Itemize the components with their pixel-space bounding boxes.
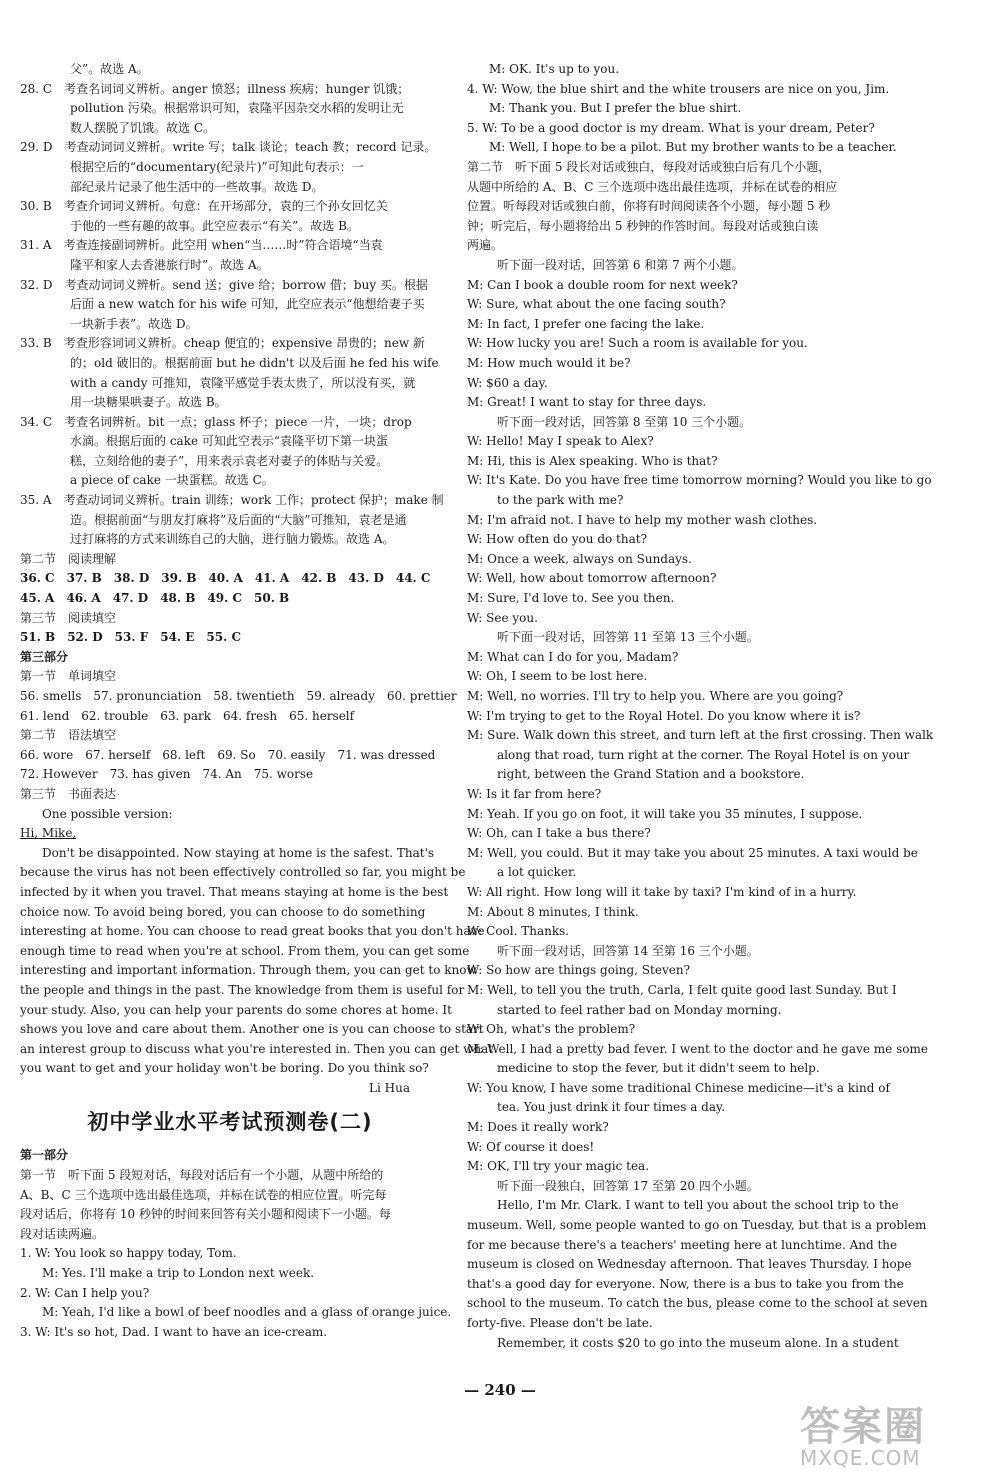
text-line: 1. W: You look so happy today, Tom. [20, 1246, 237, 1261]
text-line: Hello, I'm Mr. Clark. I want to tell you about the school trip to the [497, 1198, 899, 1213]
text-line: because the virus has not been effectively controlled so far, you might be [20, 865, 466, 880]
text-line: 3. W: It's so hot, Dad. I want to have an ice-cream. [20, 1324, 328, 1339]
text-line: W: Oh, can I take a bus there? [467, 826, 651, 841]
text-line: M: OK, I'll try your magic tea. [467, 1159, 650, 1174]
text-line: W: It's Kate. Do you have free time tomorrow morning? Would you like to go [467, 473, 932, 488]
text-line: the people and things in the past. The knowledge from them is useful for [20, 982, 465, 997]
text-line: museum. Well, some people wanted to go on Tuesday, but that is a problem [467, 1218, 927, 1233]
text-line: a piece of cake 一块蛋糕。故选 C。 [70, 473, 274, 488]
text-line: forty-five. Please don't be late. [467, 1316, 653, 1330]
text-line: W: Of course it does! [467, 1139, 595, 1154]
text-line: M: Great! I want to stay for three days. [467, 395, 707, 410]
text-line: enough time to read when you're at school. From them, you can get some [20, 943, 470, 958]
text-line: W: Hello! May I speak to Alex? [467, 434, 654, 449]
left-listening-lines [20, 1146, 452, 1342]
text-line: M: Well, to tell you the truth, Carla, I felt quite good last Sunday. But I [467, 982, 897, 997]
text-line: 听下面一段独白，回答第 17 至第 20 四个小题。 [497, 1178, 759, 1193]
text-line: interesting at home. You can choose to read great books that you don't have [20, 924, 485, 939]
text-line: M: Well, I hope to be a pilot. But my brother wants to be a teacher. [489, 140, 897, 155]
text-line: 35. A 考查动词词义辨析。train 训练；work 工作；protect 保护；make 制 [20, 493, 444, 508]
text-line: W: All right. How long will it take by taxi? I'm kind of in a hurry. [467, 884, 857, 899]
text-line: 段对话后，你将有 10 秒钟的时间来回答有关小题和阅读下一小题。每 [20, 1207, 391, 1222]
text-line: interesting and important information. Through them, you can get to know [20, 963, 477, 978]
text-line: M: Sure, I'd love to. See you then. [467, 591, 675, 606]
text-line: 位置。听每段对话或独白前，你将有时间阅读各个小题，每小题 5 秒 [467, 199, 831, 214]
text-line: Li Hua [369, 1080, 410, 1095]
text-line: 32. D 考查动词词义辨析。send 送；give 给；borrow 借；buy 买。根据 [20, 277, 428, 292]
text-line: Remember, it costs $20 to go into the museum alone. In a student [497, 1335, 899, 1350]
text-line: 用一块糖果哄妻子。故选 B。 [70, 395, 227, 410]
text-line: 51. B 52. D 53. F 54. E 55. C [20, 630, 242, 645]
text-line: W: See you. [467, 610, 538, 625]
left-column [20, 60, 494, 1342]
text-line: 56. smells 57. pronunciation 58. twentieth 59. already 60. prettier [20, 689, 457, 703]
text-line: M: Well, you could. But it may take you about 25 minutes. A taxi would be [467, 845, 918, 860]
text-line: 听下面一段对话，回答第 11 至第 13 三个小题。 [497, 630, 759, 645]
text-line: W: How lucky you are! Such a room is available for you. [467, 336, 808, 351]
text-line: M: OK. It's up to you. [489, 62, 620, 76]
text-line: shows you love and care about them. Another one is you can choose to start [20, 1022, 484, 1037]
text-line: choice now. To avoid being bored, you can choose to do something [20, 904, 426, 919]
text-line: an interest group to discuss what you're interested in. Then you can get what [20, 1041, 494, 1056]
text-line: M: Well, I had a pretty bad fever. I went to the doctor and he gave me some [467, 1041, 928, 1056]
text-line: 31. A 考查连接副词辨析。此空用 when“当……时”符合语境“当袁 [20, 238, 383, 253]
text-line: W: Oh, I seem to be lost here. [467, 669, 648, 684]
text-line: M: Yeah. If you go on foot, it will take you 35 minutes, I suppose. [467, 806, 863, 821]
text-line: museum is closed on Wednesday afternoon. That leaves Thursday. I hope [467, 1257, 912, 1272]
text-line: 66. wore 67. herself 68. left 69. So 70. easily 71. was dressed [20, 747, 436, 762]
text-line: 段对话读两遍。 [20, 1226, 105, 1241]
text-line: 72. However 73. has given 74. An 75. worse [20, 767, 314, 782]
text-line: 后面 a new watch for his wife 可知，此空应表示“他想给妻子买 [70, 297, 425, 312]
right-listening-lines [467, 60, 934, 1353]
text-line: 34. C 考查名词辨析。bit 一点；glass 杯子；piece 一片，一块；drop [20, 414, 412, 429]
text-line: 听下面一段对话，回答第 14 至第 16 三个小题。 [497, 943, 759, 958]
text-line: W: Sure, what about the one facing south? [467, 297, 726, 312]
text-line: 第二节 听下面 5 段长对话或独白，每段对话或独白后有几个小题， [467, 159, 831, 174]
text-line: tea. You just drink it four times a day. [497, 1100, 726, 1115]
watermark-bottom-text: MXQE.COM [800, 1446, 921, 1470]
text-line: 61. lend 62. trouble 63. park 64. fresh 65. herself [20, 708, 355, 723]
text-line: pollution 污染。根据常识可知，袁隆平因杂交水稻的发明让无 [70, 101, 404, 116]
text-line: One possible version: [42, 806, 173, 821]
text-line: M: I'm afraid not. I have to help my mother wash clothes. [467, 512, 818, 527]
text-line: M: Yes. I'll make a trip to London next week. [42, 1266, 315, 1281]
text-line: W: I'm trying to get to the Royal Hotel. Do you know where it is? [467, 708, 861, 723]
text-line: W: Oh, what's the problem? [467, 1022, 636, 1037]
text-line: that's a good day for everyone. Now, there is a bus to take you from the [467, 1276, 904, 1291]
text-line: 30. B 考查介词词义辨析。句意：在开场部分，袁的三个孙女回忆关 [20, 199, 388, 214]
text-line: 4. W: Wow, the blue shirt and the white trousers are nice on you, Jim. [467, 81, 890, 96]
text-line: 第三节 阅读填空 [20, 610, 117, 625]
text-line: M: Thank you. But I prefer the blue shirt. [489, 101, 742, 116]
text-line: 33. B 考查形容词词义辨析。cheap 便宜的；expensive 昂贵的；new 新 [20, 336, 425, 351]
text-line: infected by it when you travel. That means staying at home is the best [20, 884, 449, 899]
text-line: W: $60 a day. [467, 375, 548, 390]
text-line: M: In fact, I prefer one facing the lake. [467, 316, 705, 331]
text-line: 第二节 阅读理解 [20, 551, 117, 566]
watermark-logo [800, 1404, 990, 1470]
text-line: 第三节 书面表达 [20, 786, 117, 801]
text-line: Hi, Mike, [20, 826, 77, 841]
watermark-top-text: 答案圈 [800, 1404, 926, 1450]
text-line: W: So how are things going, Steven? [467, 963, 690, 978]
text-line: 36. C 37. B 38. D 39. B 40. A 41. A 42. B 43. D 44. C [20, 571, 431, 586]
text-line: 听下面一段对话，回答第 6 和第 7 两个小题。 [497, 257, 744, 272]
text-line: with a candy 可推知，袁隆平感觉手表太贵了，所以没有买，就 [70, 375, 416, 390]
text-line: 第一节 单词填空 [20, 669, 117, 684]
text-line: to the park with me? [497, 493, 624, 508]
text-line: 从题中所给的 A、B、C 三个选项中选出最佳选项，并标在试卷的相应 [467, 179, 838, 194]
page-number: — 240 — [464, 1381, 536, 1399]
text-line: 28. C 考查名词词义辨析。anger 愤怒；illness 疾病；hunger 饥饿； [20, 81, 410, 96]
text-line: 糕，立刻给他的妻子”，用来表示袁老对妻子的体贴与关爱。 [70, 453, 389, 468]
text-line: 水滴。根据后面的 cake 可知此空表示“袁隆平切下第一块蛋 [70, 434, 389, 449]
text-line: 数人摆脱了饥饿。故选 C。 [70, 120, 215, 135]
text-line: M: Does it really work? [467, 1120, 609, 1135]
text-line: 第一部分 [20, 1148, 69, 1163]
text-line: 钟；听完后，每小题将给出 5 秒钟的作答时间。每段对话或独白读 [467, 218, 819, 233]
text-line: 2. W: Can I help you? [20, 1285, 150, 1300]
text-line: you want to get and your holiday won't be boring. Do you think so? [20, 1061, 429, 1076]
text-line: 第三部分 [20, 649, 69, 664]
text-line: 两遍。 [467, 238, 504, 253]
text-line: 第二节 语法填空 [20, 728, 117, 743]
text-line: W: Well, how about tomorrow afternoon? [467, 571, 717, 586]
text-line: 第一节 听下面 5 段短对话，每段对话后有一个小题，从题中所给的 [20, 1168, 384, 1183]
text-line: M: Can I book a double room for next week? [467, 277, 738, 292]
text-line: 一块新手表”。故选 D。 [70, 316, 198, 331]
text-line: W: How often do you do that? [467, 532, 648, 547]
text-line: 父”。故选 A。 [70, 62, 149, 76]
text-line: W: You know, I have some traditional Chinese medicine—it's a kind of [467, 1080, 890, 1095]
text-line: A、B、C 三个选项中选出最佳选项，并标在试卷的相应位置。听完每 [20, 1187, 387, 1202]
text-line: along that road, turn right at the corner. The Royal Hotel is on your [497, 747, 910, 762]
text-line: 45. A 46. A 47. D 48. B 49. C 50. B [20, 591, 290, 606]
text-line: M: Once a week, always on Sundays. [467, 551, 692, 566]
text-line: for me because there's a teachers' meeting here at lunchtime. And the [467, 1237, 898, 1252]
text-line: school to the museum. To catch the bus, please come to the school at seven [467, 1296, 928, 1311]
text-line: a lot quicker. [497, 865, 577, 880]
text-line: Don't be disappointed. Now staying at home is the safest. That's [42, 845, 435, 860]
text-line: your study. Also, you can help your parents do some chores at home. It [20, 1002, 452, 1017]
text-line: M: Hi, this is Alex speaking. Who is that? [467, 453, 718, 468]
text-line: 5. W: To be a good doctor is my dream. What is your dream, Peter? [467, 120, 875, 135]
text-line: M: Yeah, I'd like a bowl of beef noodles and a glass of orange juice. [42, 1305, 452, 1320]
text-line: right, between the Grand Station and a bookstore. [497, 767, 805, 782]
text-line: M: What can I do for you, Madam? [467, 649, 679, 664]
text-line: 隆平和家人去香港旅行时”。故选 A。 [70, 257, 269, 272]
text-line: 部纪录片记录了他生活中的一些故事。故选 D。 [70, 179, 324, 194]
text-line: W: Is it far from here? [467, 786, 602, 801]
section-title: 初中学业水平考试预测卷(二) [87, 1110, 373, 1135]
right-column [467, 60, 934, 1353]
text-line: started to feel rather bad on Monday morning. [497, 1002, 782, 1017]
text-line: 根据空后的“documentary(纪录片)”可知此句表示：一 [70, 159, 364, 174]
text-line: M: Sure. Walk down this street, and turn left at the first crossing. Then walk [467, 728, 934, 743]
text-line: 过打麻将的方式来训练自己的大脑，进行脑力锻炼。故选 A。 [70, 532, 395, 547]
text-line: M: How much would it be? [467, 355, 631, 370]
text-line: 造。根据前面“与朋友打麻将”及后面的“大脑”可推知，袁老是通 [70, 512, 407, 527]
text-line: M: About 8 minutes, I think. [467, 904, 639, 919]
text-line: 听下面一段对话，回答第 8 至第 10 三个小题。 [497, 414, 752, 429]
text-line: W: Cool. Thanks. [467, 924, 570, 939]
text-line: 于他的一些有趣的故事。此空应表示“有关”。故选 B。 [70, 218, 359, 233]
text-line: 29. D 考查动词词义辨析。write 写；talk 谈论；teach 教；record 记录。 [20, 140, 437, 155]
text-line: medicine to stop the fever, but it didn't seem to help. [497, 1061, 820, 1076]
text-line: 的；old 破旧的。根据前面 but he didn't 以及后面 he fed his wife [70, 355, 439, 370]
text-line: M: Well, no worries. I'll try to help you. Where are you going? [467, 689, 844, 703]
